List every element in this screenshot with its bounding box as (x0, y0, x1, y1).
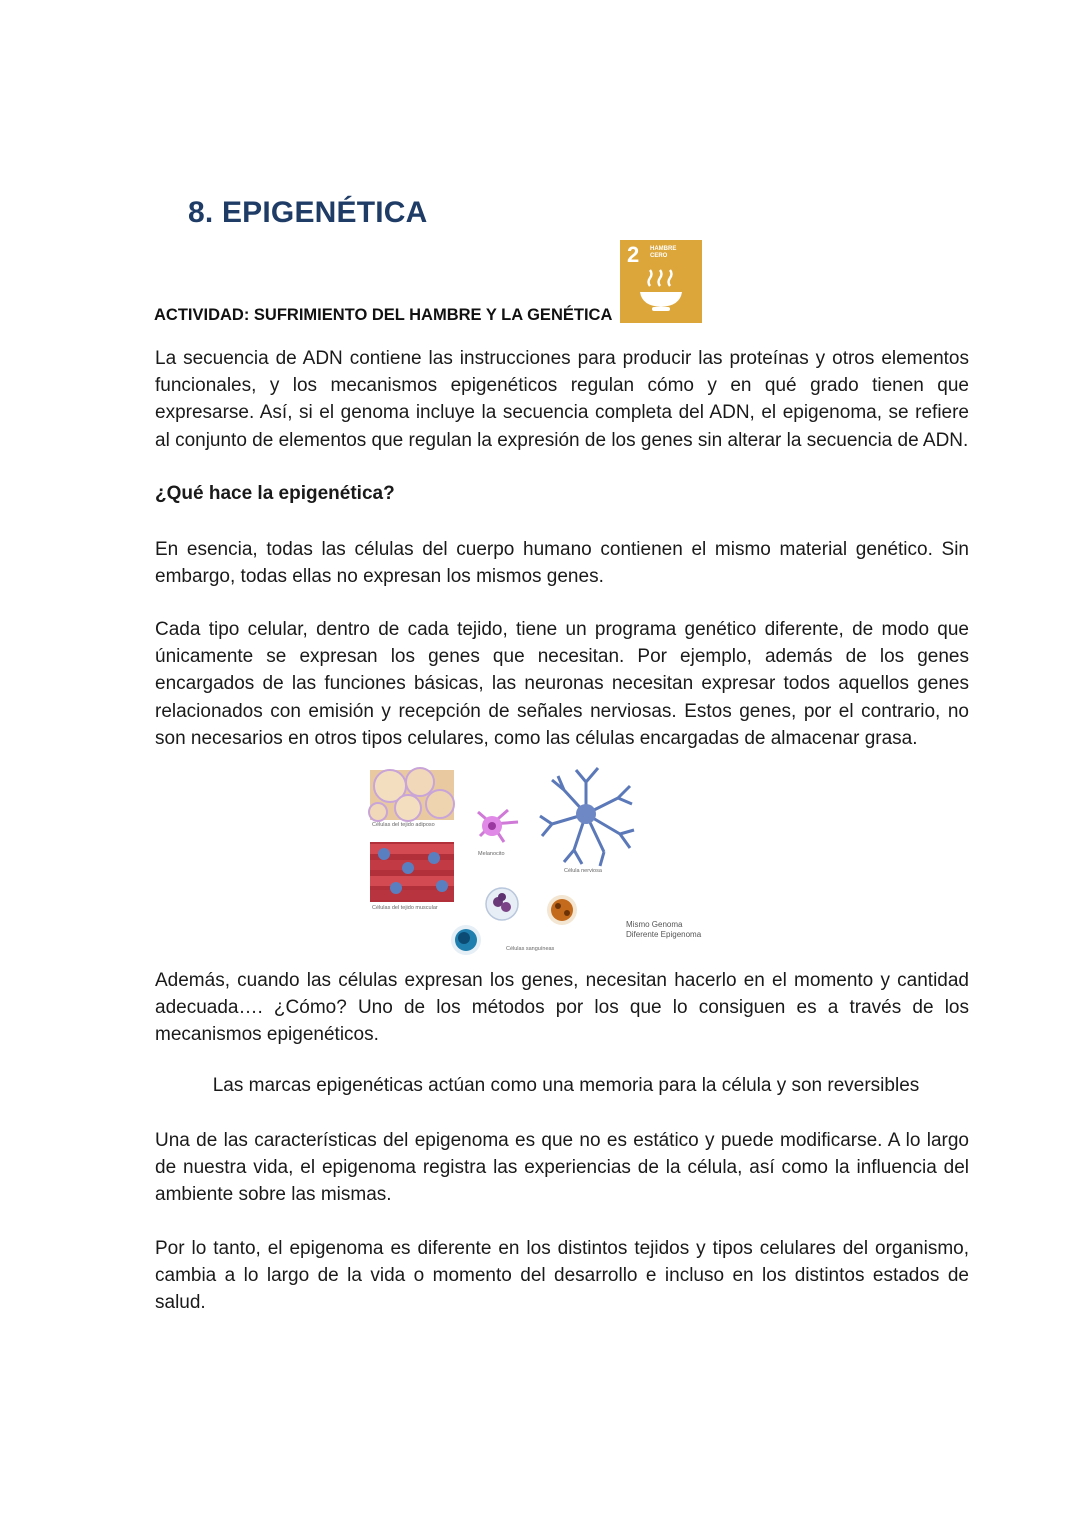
blood-cells-image (451, 888, 577, 955)
sdg-2-zero-hunger-badge (620, 240, 702, 323)
paragraph-2: Cada tipo celular, dentro de cada tejido, tiene un programa genético diferente, de modo que únicamente se expresan los genes que necesitan. Por ejemplo, además de los genes encargados de las funciones básicas, las neuronas necesitan expresar todos aquellos genes relacionados con emisión y recepción de señales nerviosas. Estos genes, por el contrario, no son necesarios en otros tipos celulares, como las células encargadas de almacenar grasa. (155, 619, 969, 749)
caption-blood: Células sanguíneas (506, 946, 555, 952)
intro-paragraph: La secuencia de ADN contiene las instrucciones para producir las proteínas y otros elementos funcionales, y los mecanismos epigenéticos regulan cómo y en qué grado tienen que expresarse. Así, si el genoma incluye la secuencia completa del ADN, el epigenoma, se refiere al conjunto de elementos que regulan la expresión de los genes sin alterar la secuencia de ADN. (155, 348, 969, 451)
paragraph-5: Por lo tanto, el epigenoma es diferente en los distintos tejidos y tipos celulares del organismo, cambia a lo largo de la vida o momento del desarrollo e incluso en los distintos estados de salud. (155, 1238, 969, 1314)
sdg-label-line1: HAMBRE (650, 246, 677, 252)
caption-melanocyte: Melanocito (478, 851, 505, 857)
caption-genome-line1: Mismo Genoma (626, 920, 683, 929)
activity-title: ACTIVIDAD: SUFRIMIENTO DEL HAMBRE Y LA GENÉTICA (154, 306, 613, 324)
melanocyte-image (478, 810, 518, 842)
adipose-tissue-image (369, 768, 454, 821)
question-heading: ¿Qué hace la epigenética? (155, 483, 395, 504)
paragraph-1: En esencia, todas las células del cuerpo humano contienen el mismo material genético. Sin embargo, todas ellas no expresan los mismos genes. (155, 539, 969, 588)
neuron-image (540, 768, 634, 866)
caption-genome-epigenome (626, 920, 701, 940)
sdg-number: 2 (627, 242, 640, 267)
sdg-label-line2: CERO (650, 253, 668, 259)
paragraph-4: Una de las características del epigenoma es que no es estático y puede modificarse. A lo largo de nuestra vida, el epigenoma registra las experiencias de la célula, así como la influencia del ambiente sobre las mismas. (155, 1130, 969, 1206)
caption-neuron: Célula nerviosa (564, 868, 602, 874)
highlight-sentence: Las marcas epigenéticas actúan como una memoria para la célula y son reversibles (212, 1075, 920, 1096)
caption-muscle: Células del tejido muscular (372, 905, 438, 911)
caption-genome-line2: Diferente Epigenoma (626, 930, 702, 939)
steaming-bowl-icon (620, 240, 702, 323)
paragraph-3: Además, cuando las células expresan los genes, necesitan hacerlo en el momento y cantidad adecuada…. ¿Cómo? Uno de los métodos por los que lo consiguen es a través de los mecanismos epigenéticos. (155, 970, 969, 1046)
muscle-tissue-image (370, 842, 454, 902)
section-title: 8. EPIGENÉTICA (188, 196, 428, 229)
caption-adipose: Células del tejido adiposo (372, 822, 435, 828)
cell-types-figure (368, 764, 708, 962)
